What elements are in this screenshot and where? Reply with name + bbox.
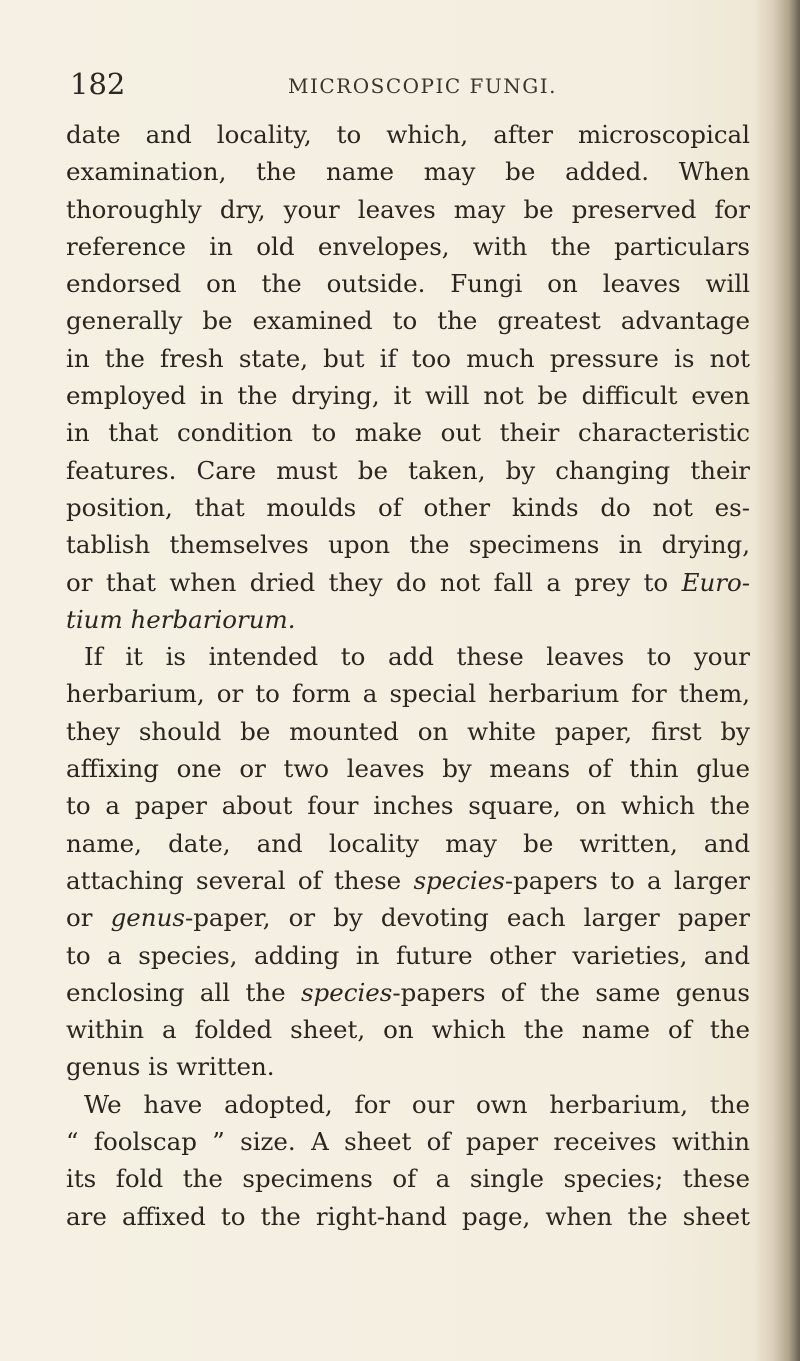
text-line: “ foolscap ” size. A sheet of paper receives within — [66, 1127, 750, 1157]
text-line: are affixed to the right-hand page, when the sheet — [66, 1201, 750, 1231]
page-binding-shadow — [754, 0, 800, 1361]
running-head — [70, 64, 750, 104]
text-line: position, that moulds of other kinds do not es- — [66, 492, 750, 522]
italic-term: genus — [110, 903, 185, 933]
text-line: name, date, and locality may be written, and — [66, 828, 750, 858]
italic-term: species — [300, 977, 393, 1007]
italic-term: tium herbariorum. — [66, 604, 296, 634]
text-line: examination, the name may be added. When — [66, 157, 750, 187]
text-line: We have adopted, for our own herbarium, the — [84, 1089, 750, 1119]
text-line: enclosing all the species-papers of the same genus — [66, 977, 750, 1007]
text-line: attaching several of these species-papers to a larger — [66, 865, 750, 895]
text-line: in the fresh state, but if too much pressure is not — [66, 343, 750, 373]
text-line: within a folded sheet, on which the name of the — [66, 1015, 750, 1045]
text-line: genus is written. — [66, 1052, 275, 1082]
text-line: or that when dried they do not fall a prey to Euro- — [66, 567, 750, 597]
text-line — [66, 601, 750, 638]
text-line: tablish themselves upon the specimens in drying, — [66, 530, 750, 560]
text-line: herbarium, or to form a special herbarium for them, — [66, 679, 750, 709]
italic-term: species — [413, 865, 505, 895]
text-line: or genus-paper, or by devoting each larger paper — [66, 903, 750, 933]
body-text — [66, 116, 750, 1235]
text-line: features. Care must be taken, by changing their — [66, 455, 750, 485]
text-line: they should be mounted on white paper, first by — [66, 716, 750, 746]
running-title: MICROSCOPIC FUNGI. — [288, 74, 558, 98]
text-line: thoroughly dry, your leaves may be preserved for — [66, 194, 750, 224]
text-line: If it is intended to add these leaves to your — [84, 642, 750, 672]
text-line: date and locality, to which, after microscopical — [66, 120, 750, 149]
text-line: affixing one or two leaves by means of thin glue — [66, 754, 750, 784]
text-line: employed in the drying, it will not be difficult even — [66, 381, 750, 411]
text-line: to a paper about four inches square, on which the — [66, 791, 750, 821]
italic-term: Euro- — [681, 567, 750, 597]
text-line: endorsed on the outside. Fungi on leaves will — [66, 269, 750, 299]
text-line: its fold the specimens of a single species; these — [66, 1164, 750, 1194]
page-number: 182 — [70, 67, 126, 101]
text-line: generally be examined to the greatest advantage — [66, 306, 750, 336]
text-line: to a species, adding in future other varieties, and — [66, 940, 750, 970]
text-line: in that condition to make out their characteristic — [66, 418, 750, 448]
text-line: reference in old envelopes, with the particulars — [66, 231, 750, 261]
